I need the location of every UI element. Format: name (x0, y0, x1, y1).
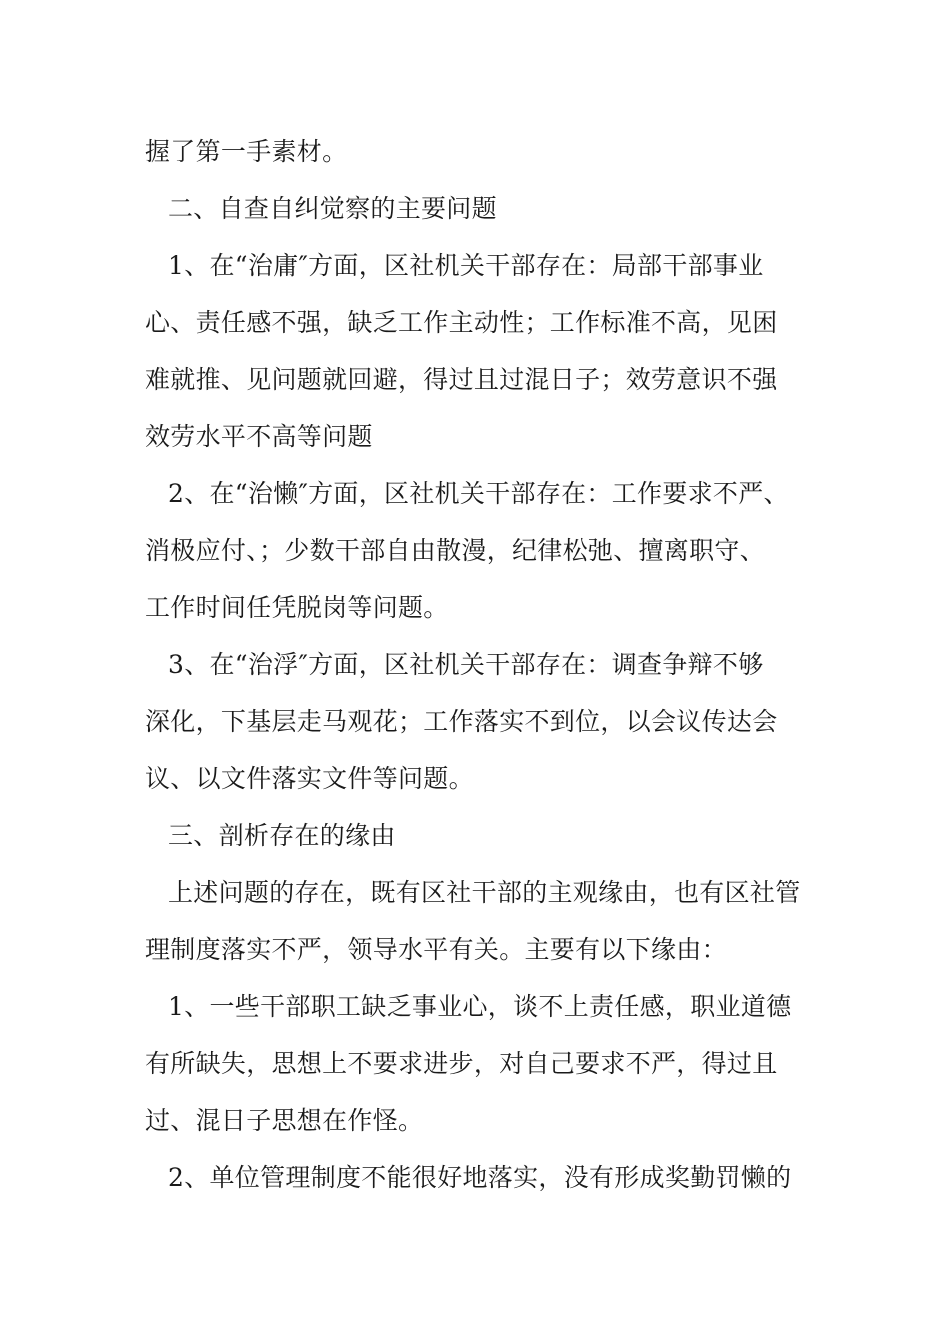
text-line: 难就推、见问题就回避，得过且过混日子；效劳意识不强 (145, 365, 778, 394)
text-line: 3、在“治浮″方面，区社机关干部存在：调查争辩不够 (168, 650, 764, 679)
text-line: 工作时间任凭脱岗等问题。 (145, 593, 449, 622)
text-line: 消极应付、；少数干部自由散漫，纪律松弛、擅离职守、 (145, 536, 766, 565)
text-line: 有所缺失，思想上不要求进步，对自己要求不严，得过且 (145, 1049, 778, 1078)
text-line: 1、在“治庸″方面，区社机关干部存在：局部干部事业 (168, 251, 764, 280)
text-line: 1、一些干部职工缺乏事业心，谈不上责任感，职业道德 (168, 992, 792, 1021)
text-line: 上述问题的存在，既有区社干部的主观缘由，也有区社管 (168, 878, 801, 907)
text-line: 过、混日子思想在作怪。 (145, 1106, 424, 1135)
section-heading: 三、剖析存在的缘由 (168, 821, 396, 850)
text-line: 议、以文件落实文件等问题。 (145, 764, 474, 793)
text-line: 2、在“治懒″方面，区社机关干部存在：工作要求不严、 (168, 479, 789, 508)
text-line: 深化，下基层走马观花；工作落实不到位，以会议传达会 (145, 707, 778, 736)
text-line: 握了第一手素材。 (145, 137, 348, 166)
text-line: 心、责任感不强，缺乏工作主动性；工作标准不高，见困 (145, 308, 778, 337)
section-heading: 二、自查自纠觉察的主要问题 (168, 194, 497, 223)
text-line: 效劳水平不高等问题 (145, 422, 373, 451)
text-line: 2、单位管理制度不能很好地落实，没有形成奖勤罚懒的 (168, 1163, 792, 1192)
text-line: 理制度落实不严，领导水平有关。主要有以下缘由： (145, 935, 727, 964)
